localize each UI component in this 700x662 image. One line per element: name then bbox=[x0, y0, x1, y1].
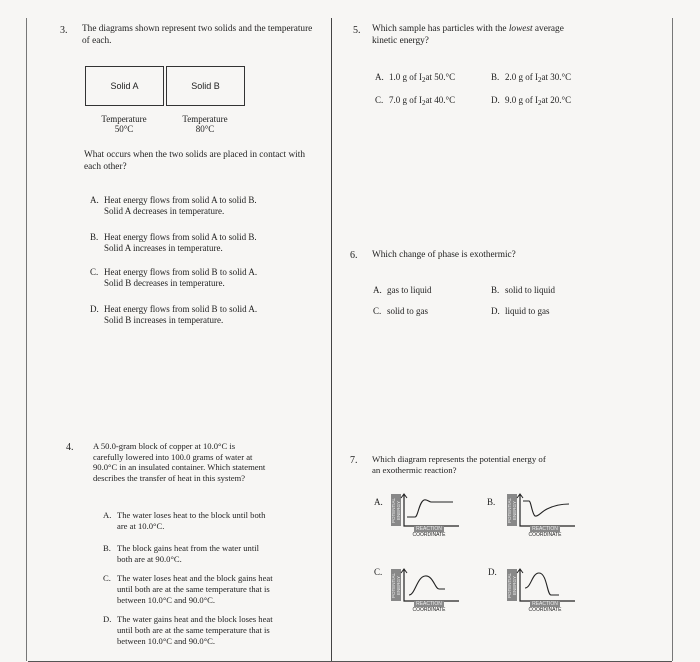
solid-a-label: Solid A bbox=[110, 81, 139, 91]
q4-choice-a[interactable]: A. The water loses heat to the block until both are at 10.0°C. bbox=[103, 510, 266, 531]
diagram-c-curve bbox=[409, 576, 445, 595]
diagram-b-xlabel: REACTION COORDINATE bbox=[528, 526, 562, 538]
temp-label-a: Temperature bbox=[101, 114, 147, 124]
q5-choice-d[interactable]: D. 9.0 g of $I_2at$ 20.°C bbox=[491, 95, 572, 107]
q5-choice-b[interactable]: B. 2.0 g of $I_2at$ 30.°C bbox=[491, 72, 572, 84]
q5-choice-c[interactable]: C. 7.0 g of $I_2at$ 40.°C bbox=[375, 95, 456, 107]
diagram-d-ylabel: POTENTIAL ENERGY bbox=[507, 569, 517, 601]
diagram-d-xlabel: REACTION COORDINATE bbox=[528, 601, 562, 613]
solid-a-temperature bbox=[89, 114, 159, 134]
q4-number: 4. bbox=[66, 442, 74, 453]
q6-choice-c[interactable]: C. solid to gas bbox=[373, 306, 429, 316]
diagram-a-xlabel: REACTION COORDINATE bbox=[412, 526, 446, 538]
q3-choice-a[interactable]: A. Heat energy flows from solid A to solid B. Solid A decreases in temperature. bbox=[90, 195, 257, 216]
diagram-a-ylabel: POTENTIAL ENERGY bbox=[391, 494, 401, 526]
q6-choice-d[interactable]: D. liquid to gas bbox=[491, 306, 550, 316]
diagram-b-ylabel: POTENTIAL ENERGY bbox=[507, 494, 517, 526]
q7-diagram-d-letter: D. bbox=[488, 567, 497, 577]
q6-choice-b[interactable]: B. solid to liquid bbox=[491, 285, 556, 295]
q4-choice-c[interactable]: C. The water loses heat and the block gains heat until both are at the same temperature that is between 10.0°C and 90.0°C. bbox=[103, 573, 273, 605]
temp-value-b: 80°C bbox=[195, 124, 215, 134]
right-border bbox=[672, 18, 673, 661]
q7-diagram-b-letter: B. bbox=[487, 497, 496, 507]
q3-number: 3. bbox=[60, 25, 68, 36]
q7-number: 7. bbox=[350, 455, 358, 466]
q4-choice-b[interactable]: B. The block gains heat from the water until both are at 90.0°C. bbox=[103, 543, 259, 564]
q5-number: 5. bbox=[353, 25, 361, 36]
q3-choice-d[interactable]: D. Heat energy flows from solid B to solid A. Solid B increases in temperature. bbox=[90, 304, 258, 325]
q7-stem: Which diagram represents the potential energy of an exothermic reaction? bbox=[372, 454, 546, 475]
q6-stem: Which change of phase is exothermic? bbox=[372, 250, 516, 260]
q3-choice-b[interactable]: B. Heat energy flows from solid A to solid B. Solid A increases in temperature. bbox=[90, 232, 257, 253]
diagram-b-curve bbox=[523, 501, 569, 516]
q5-stem: Which sample has particles with the lowest average kinetic energy? bbox=[372, 24, 564, 46]
q3-stem: The diagrams shown represent two solids and the temperature of each. bbox=[82, 24, 313, 46]
left-border bbox=[26, 18, 27, 661]
q5-choice-a[interactable]: A. 1.0 g of $I_2at$ 50.°C bbox=[375, 72, 456, 84]
diagram-a-curve bbox=[407, 500, 453, 517]
diagram-c-xlabel: REACTION COORDINATE bbox=[412, 601, 446, 613]
q6-choice-a[interactable]: A. gas to liquid bbox=[373, 285, 432, 295]
q7-diagram-b[interactable] bbox=[507, 492, 569, 540]
q7-diagram-a[interactable] bbox=[391, 492, 453, 540]
diagram-d-curve bbox=[525, 573, 559, 595]
solid-b-box bbox=[166, 66, 245, 106]
solid-a-box bbox=[85, 66, 164, 106]
temp-label-b: Temperature bbox=[182, 114, 228, 124]
column-divider bbox=[331, 18, 332, 661]
diagram-c-ylabel: POTENTIAL ENERGY bbox=[391, 569, 401, 601]
q4-stem: A 50.0-gram block of copper at 10.0°C is carefully lowered into 100.0 grams of water at 90.0°C in an insulated container. Which statement describes the transfer of heat in this system? bbox=[93, 441, 266, 483]
q4-choice-d[interactable]: D. The water gains heat and the block loses heat until both are at the same temperature that is between 10.0°C and 90.0°C. bbox=[103, 614, 273, 646]
q3-choice-c[interactable]: C. Heat energy flows from solid B to solid A. Solid B decreases in temperature. bbox=[90, 267, 258, 288]
q7-diagram-d[interactable] bbox=[507, 567, 569, 615]
q7-diagram-c[interactable] bbox=[391, 567, 453, 615]
q7-diagram-a-letter: A. bbox=[374, 497, 383, 507]
q3-question: What occurs when the two solids are placed in contact with each other? bbox=[84, 150, 305, 172]
temp-value-a: 50°C bbox=[114, 124, 134, 134]
solid-b-temperature bbox=[170, 114, 240, 134]
q6-number: 6. bbox=[350, 250, 358, 261]
solid-b-label: Solid B bbox=[191, 81, 220, 91]
q7-diagram-c-letter: C. bbox=[374, 567, 383, 577]
